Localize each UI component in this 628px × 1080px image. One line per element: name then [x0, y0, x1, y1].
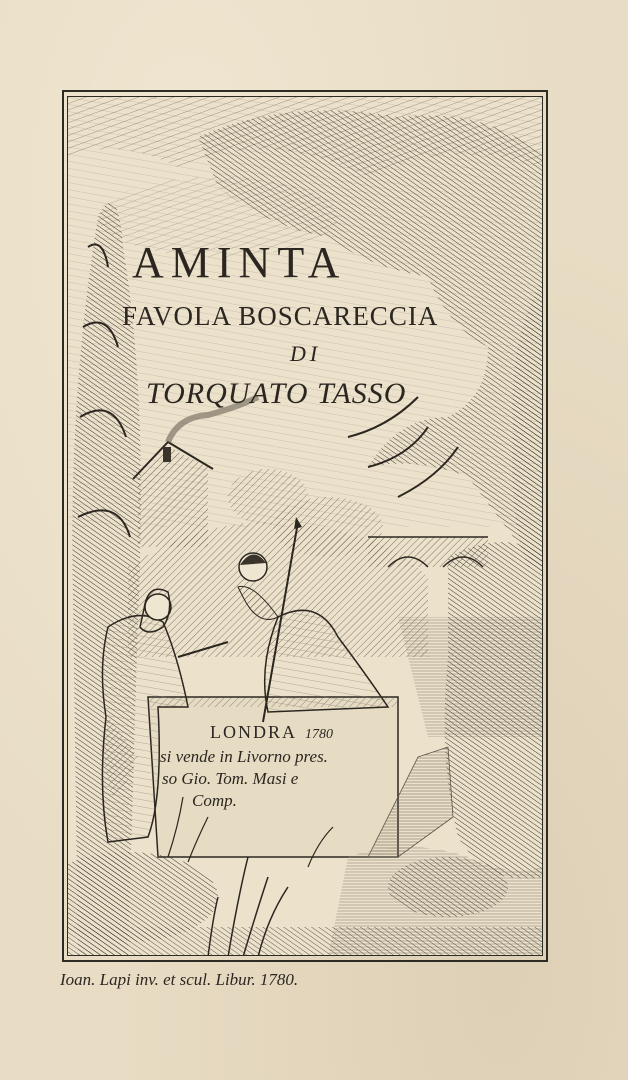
imprint-year: 1780 — [305, 727, 333, 742]
engraver-credit: Ioan. Lapi inv. et scul. Libur. 1780. — [60, 970, 299, 989]
title-block — [68, 97, 543, 417]
imprint-line-4: Comp. — [192, 791, 237, 810]
imprint-line-3: so Gio. Tom. Masi e — [162, 769, 299, 788]
rock-right — [445, 542, 543, 879]
imprint-inscription — [160, 722, 390, 811]
by-line: DI — [290, 341, 322, 366]
book-title: AMINTA — [132, 238, 347, 287]
imprint-city: LONDRA — [210, 722, 297, 742]
book-subtitle: FAVOLA BOSCARECCIA — [122, 301, 439, 331]
author-name: TORQUATO TASSO — [146, 377, 407, 410]
engraved-plate — [67, 96, 543, 956]
imprint-line-2: si vende in Livorno pres. — [160, 747, 328, 766]
